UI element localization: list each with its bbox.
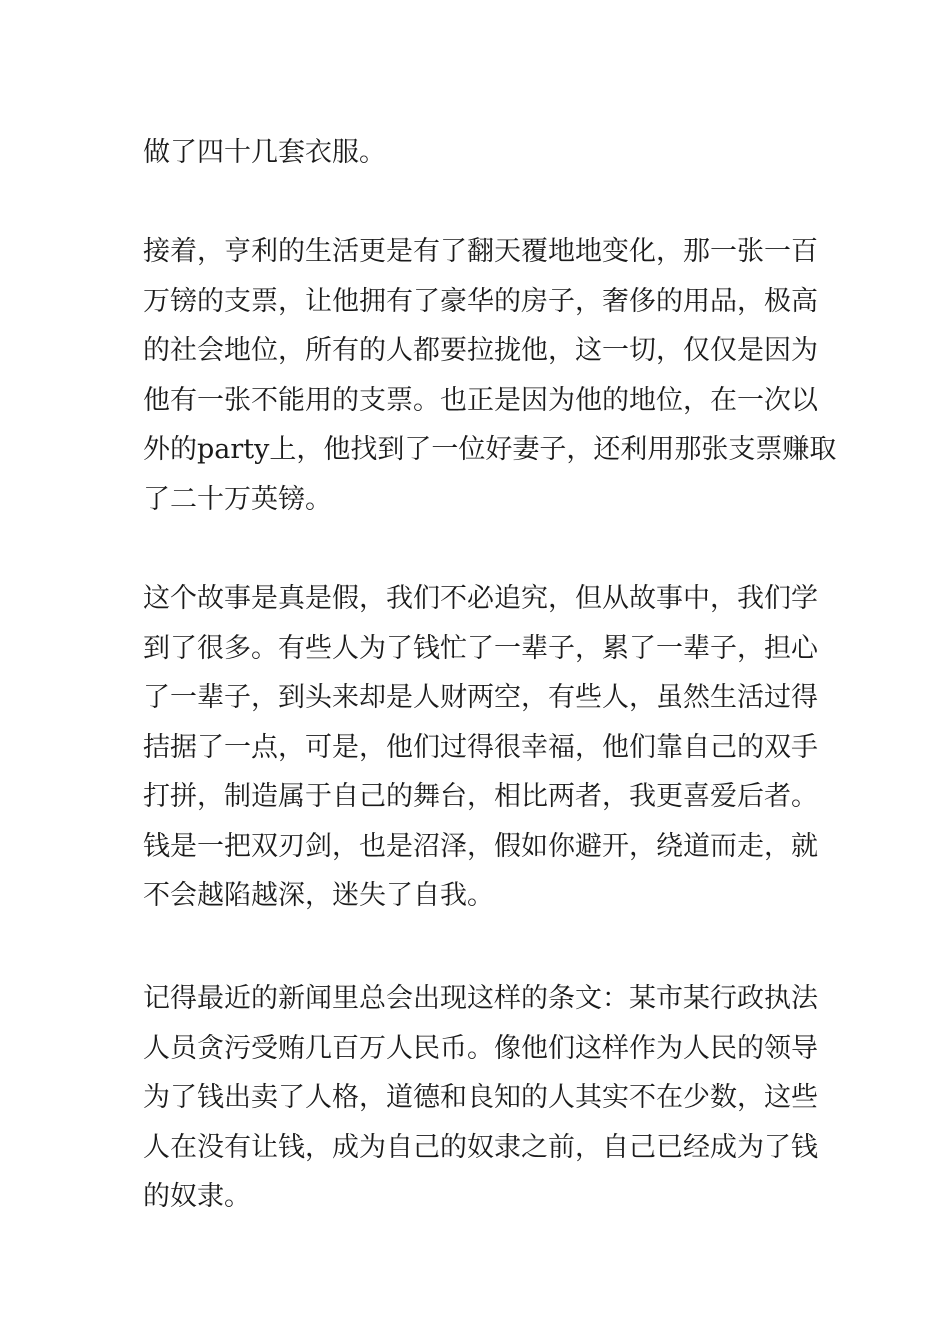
text-line: 接着，亨利的生活更是有了翻天覆地地变化，那一张一百 [143, 236, 818, 267]
paragraph-1 [143, 128, 823, 178]
text-line: 人员贪污受贿几百万人民币。像他们这样作为人民的领导 [143, 1032, 818, 1064]
text-line: 的社会地位，所有的人都要拉拢他，这一切，仅仅是因为 [143, 335, 818, 366]
paragraph-4 [143, 974, 823, 1222]
text-line: 这个故事是真是假，我们不必追究，但从故事中，我们学 [143, 583, 818, 614]
text-line: 的奴隶。 [143, 1181, 251, 1212]
text-line: 打拼，制造属于自己的舞台，相比两者，我更喜爱后者。 [143, 781, 818, 812]
text-line: 人在没有让钱，成为自己的奴隶之前，自己已经成为了钱 [143, 1131, 818, 1163]
text-line: 他有一张不能用的支票。也正是因为他的地位，在一次以 [143, 384, 818, 416]
text-line: 钱是一把双刃剑，也是沼泽，假如你避开，绕道而走，就 [143, 830, 818, 862]
paragraph-2 [143, 227, 837, 524]
text-line: 了一辈子，到头来却是人财两空，有些人，虽然生活过得 [143, 682, 818, 713]
text-line: 不会越陷越深，迷失了自我。 [143, 880, 494, 911]
text-line: 拮据了一点，可是，他们过得很幸福，他们靠自己的双手 [143, 731, 818, 763]
text-line: 了二十万英镑。 [143, 483, 332, 515]
text-line: 外的party上，他找到了一位好妻子，还利用那张支票赚取 [143, 434, 837, 465]
text-line: 记得最近的新闻里总会出现这样的条文：某市某行政执法 [143, 983, 818, 1014]
text-line: 万镑的支票，让他拥有了豪华的房子，奢侈的用品，极高 [143, 285, 818, 317]
text-line: 为了钱出卖了人格，道德和良知的人其实不在少数，这些 [143, 1082, 818, 1113]
text-line: 做了四十几套衣服。 [143, 137, 386, 168]
paragraph-3 [143, 574, 823, 921]
text-line: 到了很多。有些人为了钱忙了一辈子，累了一辈子，担心 [143, 632, 818, 664]
